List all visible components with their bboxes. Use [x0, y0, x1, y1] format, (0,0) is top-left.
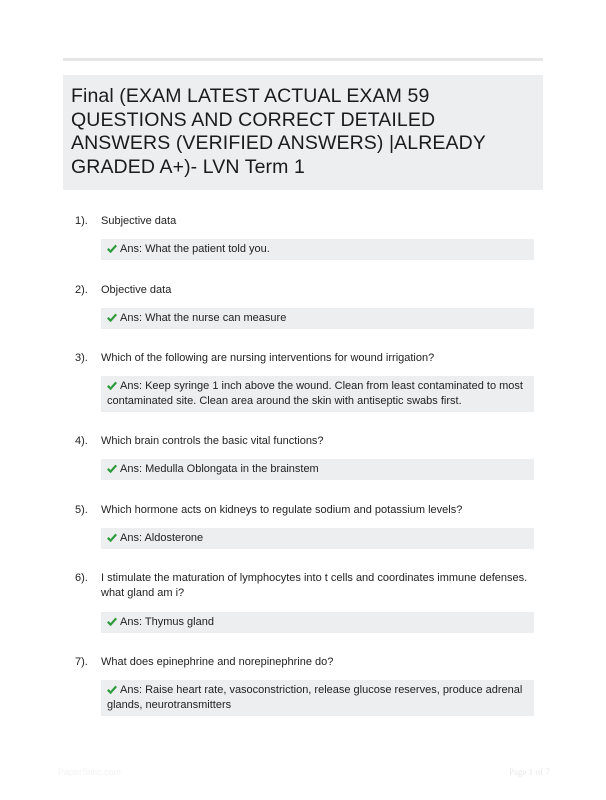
question-text: Which of the following are nursing interventions for wound irrigation? [101, 352, 435, 364]
answer-text: Ans: Aldosterone [120, 532, 204, 544]
page-number: Page 1 of 7 [509, 767, 550, 777]
answer-box [101, 612, 534, 633]
answer-text: Ans: What the patient told you. [120, 243, 270, 255]
question-number: 4). [75, 435, 88, 447]
question-number: 1). [75, 215, 88, 227]
page-title: Final (EXAM LATEST ACTUAL EXAM 59 QUESTIONS AND CORRECT DETAILED ANSWERS (VERIFIED ANSWERS) |ALREADY GRADED A+)- LVN Term 1 [71, 85, 486, 178]
answer-box [101, 239, 534, 260]
answer-box [101, 528, 534, 549]
question-number: 6). [75, 572, 88, 584]
question-text: Subjective data [101, 215, 177, 227]
check-icon [107, 533, 117, 542]
footer-site-watermark: PaperStitic.com [58, 767, 122, 777]
check-icon [107, 685, 117, 694]
question-text: I stimulate the maturation of lymphocytes into t cells and coordinates immune defenses. what gland am i? [101, 572, 528, 599]
answer-text: Ans: Thymus gland [120, 616, 214, 628]
question-number: 5). [75, 504, 88, 516]
check-icon [107, 313, 117, 322]
check-icon [107, 244, 117, 253]
answer-box [101, 680, 534, 716]
answer-box [101, 308, 534, 329]
question-text: Which brain controls the basic vital functions? [101, 435, 324, 447]
check-icon [107, 617, 117, 626]
title-panel [63, 75, 543, 190]
question-text: Objective data [101, 284, 172, 296]
question-number: 3). [75, 352, 88, 364]
question-number: 7). [75, 656, 88, 668]
answer-text: Ans: Raise heart rate, vasoconstriction, release glucose reserves, produce adrenal glands, neurotransmitters [107, 684, 523, 711]
answer-text: Ans: What the nurse can measure [120, 312, 287, 324]
check-icon [107, 381, 117, 390]
check-icon [107, 464, 117, 473]
question-text: Which hormone acts on kidneys to regulate sodium and potassium levels? [101, 504, 463, 516]
answer-box [101, 376, 534, 412]
question-text: What does epinephrine and norepinephrine do? [101, 656, 334, 668]
answer-box [101, 459, 534, 480]
answer-text: Ans: Medulla Oblongata in the brainstem [120, 463, 319, 475]
answer-text: Ans: Keep syringe 1 inch above the wound. Clean from least contaminated to most contaminated site. Clean area around the skin with antiseptic swabs first. [107, 380, 523, 407]
question-number: 2). [75, 284, 88, 296]
top-divider [63, 58, 543, 61]
